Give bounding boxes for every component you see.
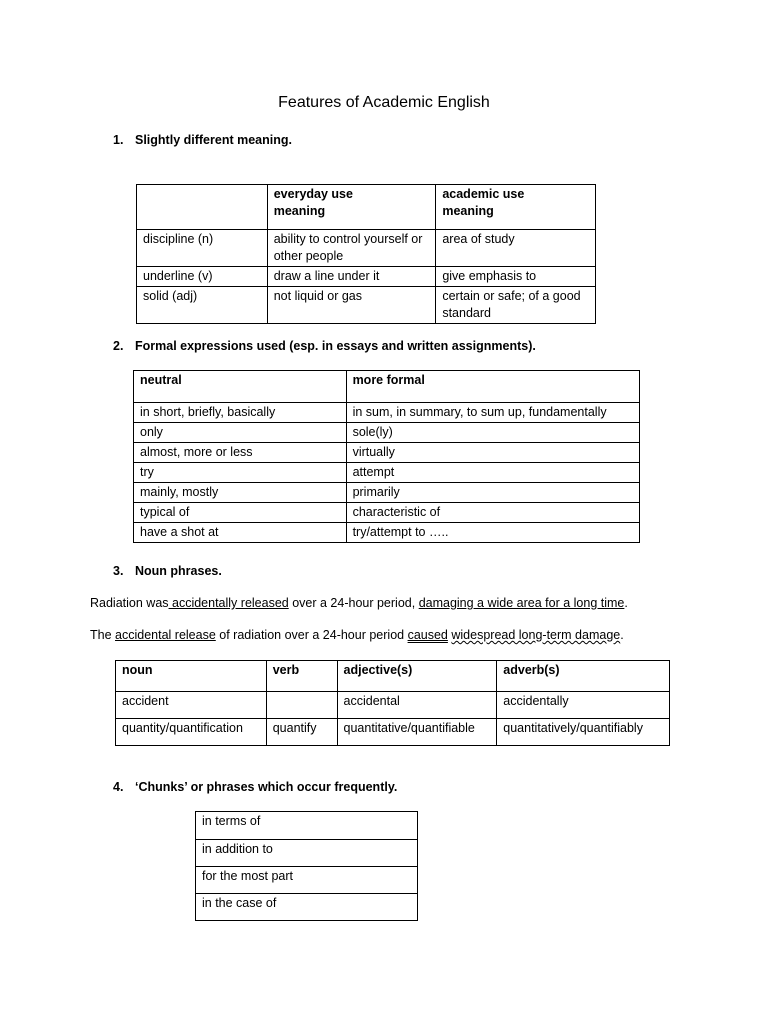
table-cell: accidentally	[497, 692, 670, 719]
table-cell: quantitatively/quantifiably	[497, 719, 670, 746]
example-sentence-nominal	[90, 628, 624, 642]
table-cell: only	[134, 423, 347, 443]
sentence-wavy-underlined-phrase: widespread long-term damage	[451, 628, 621, 642]
section-2-heading	[113, 339, 536, 353]
table-cell: quantity/quantification	[116, 719, 267, 746]
sentence-text: .	[624, 596, 628, 610]
sentence-text: over a 24-hour period,	[288, 596, 419, 610]
table-cell: in terms of	[196, 812, 418, 840]
sentence-text: .	[620, 628, 624, 642]
table-cell: accidental	[337, 692, 497, 719]
table-header-cell: more formal	[346, 371, 639, 403]
table-row	[134, 483, 640, 503]
table-cell: ability to control yourself or other people	[267, 230, 436, 267]
table-cell: in sum, in summary, to sum up, fundamentally	[346, 403, 639, 423]
sentence-underlined-phrase: damaging a wide area for a long time	[418, 596, 625, 610]
table-row	[134, 503, 640, 523]
table-cell: characteristic of	[346, 503, 639, 523]
table-row	[134, 463, 640, 483]
table-row	[196, 812, 418, 840]
table-row	[137, 267, 596, 287]
section-title: ‘Chunks’ or phrases which occur frequently.	[135, 780, 398, 794]
table-cell: quantitative/quantifiable	[337, 719, 497, 746]
table-cell	[266, 692, 337, 719]
table-cell: attempt	[346, 463, 639, 483]
section-number: 4.	[113, 780, 124, 794]
formal-expressions-table	[133, 370, 640, 543]
table-header-cell: noun	[116, 661, 267, 692]
table-header-cell: adjective(s)	[337, 661, 497, 692]
table-header-cell	[137, 185, 268, 230]
table-cell: in the case of	[196, 894, 418, 921]
section-1-heading	[113, 133, 292, 147]
table-row	[137, 230, 596, 267]
sentence-double-underlined-verb: caused	[407, 628, 448, 642]
table-cell: discipline (n)	[137, 230, 268, 267]
meaning-table	[136, 184, 596, 324]
section-4-heading	[113, 780, 397, 794]
page-title: Features of Academic English	[278, 94, 490, 111]
table-row	[134, 403, 640, 423]
example-sentence-verbal	[90, 596, 628, 610]
word-forms-table	[115, 660, 670, 746]
section-3-heading	[113, 564, 222, 578]
table-row	[134, 423, 640, 443]
table-row	[196, 867, 418, 894]
table-cell: quantify	[266, 719, 337, 746]
table-cell: almost, more or less	[134, 443, 347, 463]
table-cell: try/attempt to …..	[346, 523, 639, 543]
table-row	[116, 692, 670, 719]
table-cell: area of study	[436, 230, 596, 267]
table-cell: for the most part	[196, 867, 418, 894]
table-header-cell: academic use meaning	[436, 185, 596, 230]
section-number: 2.	[113, 339, 124, 353]
section-title: Slightly different meaning.	[135, 133, 292, 147]
table-row	[196, 894, 418, 921]
sentence-text: Radiation was	[90, 596, 169, 610]
section-number: 1.	[113, 133, 124, 147]
table-cell: in addition to	[196, 840, 418, 867]
table-header-row	[137, 185, 596, 230]
sentence-text: The	[90, 628, 116, 642]
section-title: Noun phrases.	[135, 564, 222, 578]
table-row	[196, 840, 418, 867]
chunks-table	[195, 811, 418, 921]
table-cell: underline (v)	[137, 267, 268, 287]
table-cell: try	[134, 463, 347, 483]
table-header-cell: neutral	[134, 371, 347, 403]
table-header-row	[134, 371, 640, 403]
table-cell: draw a line under it	[267, 267, 436, 287]
table-header-cell: everyday use meaning	[267, 185, 436, 230]
table-cell: virtually	[346, 443, 639, 463]
table-header-row	[116, 661, 670, 692]
table-header-cell: verb	[266, 661, 337, 692]
table-cell: mainly, mostly	[134, 483, 347, 503]
table-cell: primarily	[346, 483, 639, 503]
sentence-underlined-noun: accidental release	[115, 628, 216, 642]
table-cell: accident	[116, 692, 267, 719]
table-cell: certain or safe; of a good standard	[436, 287, 596, 324]
table-row	[137, 287, 596, 324]
table-row	[134, 523, 640, 543]
sentence-underlined-verb: accidentally released	[168, 596, 289, 610]
section-number: 3.	[113, 564, 124, 578]
table-row	[116, 719, 670, 746]
table-cell: sole(ly)	[346, 423, 639, 443]
section-title: Formal expressions used (esp. in essays and written assignments).	[135, 339, 536, 353]
table-header-cell: adverb(s)	[497, 661, 670, 692]
table-cell: not liquid or gas	[267, 287, 436, 324]
table-row	[134, 443, 640, 463]
sentence-text: of radiation over a 24-hour period	[215, 628, 408, 642]
table-cell: in short, briefly, basically	[134, 403, 347, 423]
table-cell: typical of	[134, 503, 347, 523]
table-cell: solid (adj)	[137, 287, 268, 324]
table-cell: have a shot at	[134, 523, 347, 543]
table-cell: give emphasis to	[436, 267, 596, 287]
